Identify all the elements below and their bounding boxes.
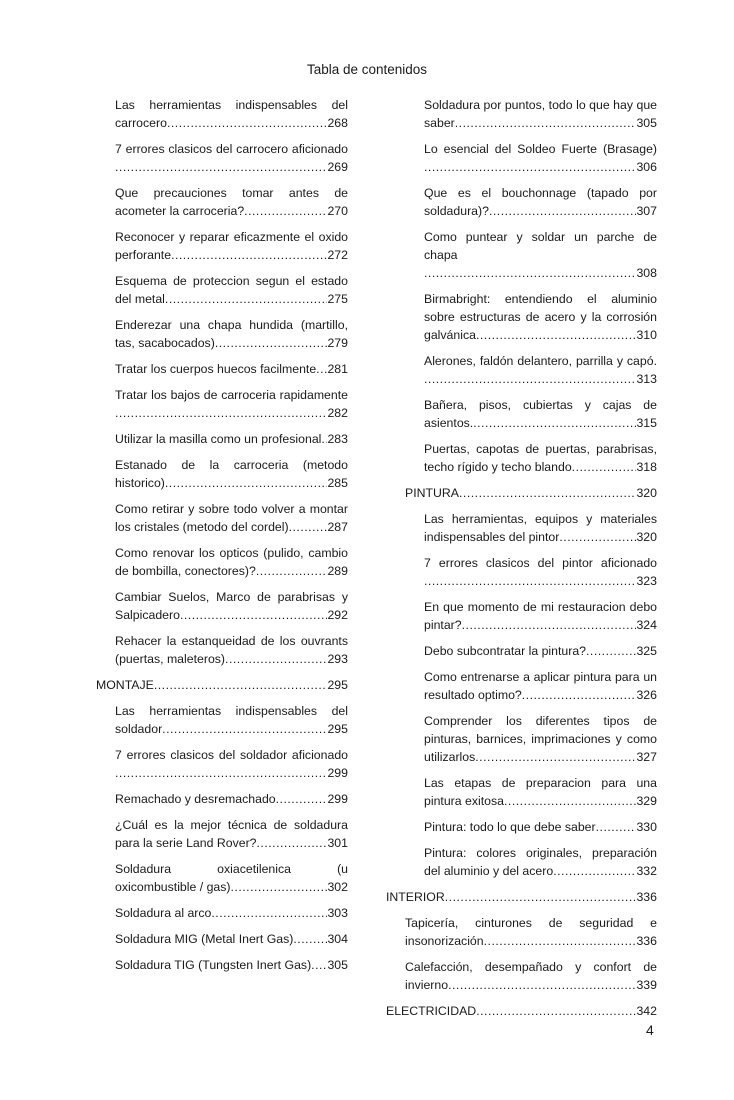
toc-entry[interactable]: [386, 554, 657, 590]
toc-leader-line: [405, 976, 657, 994]
toc-entry[interactable]: [96, 272, 348, 308]
toc-page-number: 329: [636, 794, 657, 808]
toc-page-number: 295: [327, 722, 348, 736]
toc-entry[interactable]: [96, 632, 348, 668]
toc-entry-title-end: oxicombustible / gas): [115, 880, 231, 894]
dot-leader: [445, 888, 637, 906]
toc-entry-title-end: indispensables del pintor: [424, 530, 560, 544]
toc-entry[interactable]: [386, 642, 657, 660]
toc-entry-title-end: soldadura)?: [424, 204, 489, 218]
toc-entry-title-end: MONTAJE: [96, 678, 154, 692]
dot-leader: [165, 290, 328, 308]
toc-entry-title: Esquema de proteccion segun el estado: [115, 274, 348, 288]
dot-leader: [455, 114, 637, 132]
toc-entry-title: Cambiar Suelos, Marco de parabrisas y: [115, 590, 348, 604]
toc-leader-line: [424, 202, 657, 220]
toc-entry[interactable]: [96, 702, 348, 738]
toc-entry-title-end: Remachado y desremachado: [115, 792, 276, 806]
toc-leader-line: [115, 904, 348, 922]
toc-entry-title: Que es el bouchonnage (tapado por: [424, 186, 657, 200]
toc-entry-title-end: saber: [424, 116, 455, 130]
toc-page-number: 292: [327, 608, 348, 622]
dot-leader: [424, 264, 636, 282]
toc-entry[interactable]: [96, 316, 348, 352]
toc-page-number: 332: [636, 864, 657, 878]
toc-entry-title: Enderezar una chapa hundida (martillo,: [115, 318, 348, 332]
toc-page-number: 308: [636, 266, 657, 280]
dot-leader: [154, 676, 328, 694]
toc-leader-line: [424, 748, 657, 766]
dot-leader: [257, 834, 328, 852]
toc-entry-title-end: INTERIOR: [386, 890, 445, 904]
toc-entry-title: Las etapas de preparacion para una: [424, 776, 657, 790]
toc-entry[interactable]: [386, 888, 657, 906]
dot-leader: [165, 474, 328, 492]
toc-page-number: 289: [327, 564, 348, 578]
toc-leader-line: [424, 370, 657, 388]
toc-entry-title-end: acometer la carroceria?: [115, 204, 245, 218]
toc-entry-title-end: Tratar los cuerpos huecos facilmente: [115, 362, 317, 376]
toc-page-number: 320: [636, 530, 657, 544]
toc-page-number: 315: [636, 416, 657, 430]
dot-leader: [522, 686, 637, 704]
toc-entry-title: Alerones, faldón delantero, parrilla y capó.: [424, 354, 657, 368]
toc-entry[interactable]: [96, 904, 348, 922]
toc-page-number: 279: [327, 336, 348, 350]
toc-entry[interactable]: [386, 290, 657, 344]
dot-leader: [484, 932, 637, 950]
toc-entry[interactable]: [96, 96, 348, 132]
toc-entry[interactable]: [96, 816, 348, 852]
toc-entry[interactable]: [96, 228, 348, 264]
dot-leader: [586, 642, 636, 660]
toc-page-number: 326: [636, 688, 657, 702]
toc-leader-line: [115, 878, 348, 896]
toc-leader-line: [115, 334, 348, 352]
toc-entry[interactable]: [386, 484, 657, 502]
toc-page-number: 305: [636, 116, 657, 130]
dot-leader: [476, 326, 637, 344]
dot-leader: [311, 956, 327, 974]
toc-entry-title-end: historico): [115, 476, 165, 490]
toc-entry[interactable]: [386, 774, 657, 810]
toc-entry-title: Lo esencial del Soldeo Fuerte (Brasage): [424, 142, 657, 156]
toc-entry-title-end: pintura exitosa: [424, 794, 504, 808]
toc-leader-line: [405, 932, 657, 950]
toc-page-number: 282: [327, 406, 348, 420]
toc-leader-line: [386, 888, 657, 906]
toc-leader-line: [405, 484, 657, 502]
dot-leader: [215, 334, 328, 352]
toc-entry[interactable]: [96, 386, 348, 422]
toc-entry-title: 7 errores clasicos del carrocero aficionado: [115, 142, 348, 156]
toc-leader-line: [115, 474, 348, 492]
toc-leader-line: [424, 792, 657, 810]
toc-leader-line: [115, 360, 348, 378]
dot-leader: [289, 518, 328, 536]
toc-page-number: 293: [327, 652, 348, 666]
toc-entry-title-end: invierno: [405, 978, 449, 992]
toc-leader-line: [115, 834, 348, 852]
toc-entry-title: sobre estructuras de acero y la corrosión: [424, 310, 657, 324]
toc-entry-title: Estanado de la carroceria (metodo: [115, 458, 348, 472]
toc-entry[interactable]: [96, 184, 348, 220]
toc-entry[interactable]: [386, 510, 657, 546]
toc-entry-title: Soldadura oxiacetilenica (u: [115, 862, 348, 876]
dot-leader: [489, 202, 637, 220]
toc-page-number: 306: [636, 160, 657, 174]
toc-entry-title-end: soldador: [115, 722, 163, 736]
toc-page-number: 325: [636, 644, 657, 658]
toc-entry-title: ¿Cuál es la mejor técnica de soldadura: [115, 818, 348, 832]
toc-entry-title: Reconocer y reparar eficazmente el oxido: [115, 230, 348, 244]
toc-entry[interactable]: [386, 352, 657, 388]
dot-leader: [504, 792, 636, 810]
dot-leader: [475, 748, 636, 766]
toc-entry[interactable]: [386, 228, 657, 282]
toc-entry[interactable]: [386, 712, 657, 766]
toc-page-number: 285: [327, 476, 348, 490]
toc-entry[interactable]: [386, 396, 657, 432]
toc-page-number: 295: [327, 678, 348, 692]
toc-leader-line: [424, 326, 657, 344]
toc-leader-line: [424, 528, 657, 546]
dot-leader: [424, 572, 636, 590]
toc-page-number: 324: [636, 618, 657, 632]
toc-entry[interactable]: [386, 668, 657, 704]
toc-entry[interactable]: [96, 430, 348, 448]
toc-page-number: 323: [636, 574, 657, 588]
dot-leader: [180, 606, 328, 624]
toc-leader-line: [115, 956, 348, 974]
toc-page-number: 275: [327, 292, 348, 306]
toc-leader-line: [115, 290, 348, 308]
toc-entry-title-end: Soldadura MIG (Metal Inert Gas): [115, 932, 294, 946]
dot-leader: [293, 930, 327, 948]
toc-entry-title-end: utilizarlos: [424, 750, 476, 764]
toc-entry-title: Pintura: colores originales, preparación: [424, 846, 657, 860]
toc-entry-title: Puertas, capotas de puertas, parabrisas,: [424, 442, 657, 456]
dot-leader: [276, 790, 328, 808]
dot-leader: [476, 1002, 636, 1020]
toc-entry[interactable]: [386, 184, 657, 220]
toc-column-right: [386, 96, 657, 1028]
toc-entry-title-end: perforante: [115, 248, 172, 262]
toc-entry[interactable]: [386, 140, 657, 176]
toc-entry[interactable]: [386, 914, 657, 950]
dot-leader: [553, 862, 636, 880]
dot-leader: [462, 616, 637, 634]
toc-page-number: 287: [327, 520, 348, 534]
dot-leader: [473, 414, 636, 432]
toc-entry-title-end: (puertas, maleteros): [115, 652, 226, 666]
toc-entry[interactable]: [96, 544, 348, 580]
toc-entry-title-end: techo rígido y techo blando: [424, 460, 572, 474]
dot-leader: [572, 458, 637, 476]
toc-page-number: 299: [327, 766, 348, 780]
toc-entry[interactable]: [96, 746, 348, 782]
toc-entry[interactable]: [386, 598, 657, 634]
toc-entry[interactable]: [386, 844, 657, 880]
dot-leader: [167, 114, 328, 132]
toc-entry-title-end: insonorización: [405, 934, 484, 948]
toc-leader-line: [115, 518, 348, 536]
toc-entry-title-end: para la serie Land Rover?: [115, 836, 257, 850]
toc-entry-title-end: Pintura: todo lo que debe saber: [424, 820, 596, 834]
toc-entry-title: pinturas, barnices, imprimaciones y como: [424, 732, 657, 746]
toc-page-number: 305: [327, 958, 348, 972]
toc-entry-title-end: Debo subcontratar la pintura?: [424, 644, 587, 658]
toc-entry[interactable]: [386, 96, 657, 132]
toc-page-number: 327: [636, 750, 657, 764]
dot-leader: [115, 158, 327, 176]
toc-entry-title: Tapicería, cinturones de seguridad e: [405, 916, 657, 930]
toc-leader-line: [115, 764, 348, 782]
toc-entry-title: Que precauciones tomar antes de: [115, 186, 348, 200]
toc-page-number: 281: [327, 362, 348, 376]
toc-entry[interactable]: [386, 440, 657, 476]
toc-entry[interactable]: [96, 140, 348, 176]
toc-leader-line: [115, 790, 348, 808]
toc-page-number: 313: [636, 372, 657, 386]
toc-leader-line: [115, 720, 348, 738]
dot-leader: [424, 158, 636, 176]
toc-leader-line: [424, 458, 657, 476]
dot-leader: [162, 720, 327, 738]
toc-entry-title-end: pintar?: [424, 618, 462, 632]
toc-leader-line: [424, 158, 657, 176]
toc-entry-title: 7 errores clasicos del pintor aficionado: [424, 556, 657, 570]
toc-page-number: 272: [327, 248, 348, 262]
toc-page-number: 330: [636, 820, 657, 834]
toc-page-number: 304: [327, 932, 348, 946]
toc-page-number: 303: [327, 906, 348, 920]
toc-entry[interactable]: [386, 1002, 657, 1020]
toc-leader-line: [115, 114, 348, 132]
toc-leader-line: [424, 686, 657, 704]
toc-entry[interactable]: [96, 588, 348, 624]
toc-entry-title: Soldadura por puntos, todo lo que hay que: [424, 98, 657, 112]
toc-entry-title-end: Soldadura al arco: [115, 906, 212, 920]
toc-entry-title-end: los cristales (metodo del cordel): [115, 520, 289, 534]
dot-leader: [559, 528, 636, 546]
toc-entry-title-end: resultado optimo?: [424, 688, 522, 702]
toc-leader-line: [115, 404, 348, 422]
dot-leader: [115, 404, 327, 422]
toc-leader-line: [115, 562, 348, 580]
toc-entry-title: Como renovar los opticos (pulido, cambio: [115, 546, 348, 560]
toc-entry-title: Comprender los diferentes tipos de: [424, 714, 657, 728]
toc-entry[interactable]: [96, 930, 348, 948]
toc-page-number: 299: [327, 792, 348, 806]
toc-entry[interactable]: [96, 676, 348, 694]
toc-entry[interactable]: [386, 958, 657, 994]
toc-entry[interactable]: [96, 456, 348, 492]
toc-leader-line: [424, 642, 657, 660]
toc-entry[interactable]: [96, 956, 348, 974]
page-title: Tabla de contenidos: [306, 62, 428, 77]
toc-leader-line: [424, 114, 657, 132]
toc-entry-title-end: Utilizar la masilla como un profesional: [115, 432, 322, 446]
toc-entry-title: Tratar los bajos de carroceria rapidamente: [115, 388, 348, 402]
dot-leader: [211, 904, 327, 922]
toc-entry-title-end: PINTURA: [405, 486, 459, 500]
toc-entry-title-end: tas, sacabocados): [115, 336, 215, 350]
dot-leader: [225, 650, 327, 668]
toc-page-number: 270: [327, 204, 348, 218]
toc-entry-title-end: Salpicadero: [115, 608, 180, 622]
toc-entry-title: Birmabright: entendiendo el aluminio: [424, 292, 657, 306]
toc-entry-title: Como entrenarse a aplicar pintura para un: [424, 670, 657, 684]
toc-entry-title-end: carrocero: [115, 116, 167, 130]
toc-entry-title-end: Soldadura TIG (Tungsten Inert Gas): [115, 958, 312, 972]
toc-entry[interactable]: [96, 500, 348, 536]
toc-leader-line: [115, 430, 348, 448]
toc-entry[interactable]: [386, 818, 657, 836]
toc-entry-title-end: galvánica: [424, 328, 476, 342]
toc-entry-title: Rehacer la estanqueidad de los ouvrants: [115, 634, 348, 648]
toc-leader-line: [115, 930, 348, 948]
toc-page-number: 339: [636, 978, 657, 992]
dot-leader: [316, 360, 327, 378]
toc-entry[interactable]: [96, 360, 348, 378]
toc-entry[interactable]: [96, 860, 348, 896]
toc-leader-line: [115, 606, 348, 624]
toc-leader-line: [424, 264, 657, 282]
toc-leader-line: [424, 572, 657, 590]
dot-leader: [115, 764, 327, 782]
toc-entry-title: Bañera, pisos, cubiertas y cajas de: [424, 398, 657, 412]
toc-entry-title: Las herramientas indispensables del: [115, 98, 348, 112]
toc-entry-title-end: asientos.: [424, 416, 474, 430]
toc-leader-line: [115, 246, 348, 264]
toc-page-number: 301: [327, 836, 348, 850]
toc-leader-line: [115, 202, 348, 220]
toc-leader-line: [115, 158, 348, 176]
toc-entry-title: Calefacción, desempañado y confort de: [405, 960, 657, 974]
toc-page-number: 320: [636, 486, 657, 500]
toc-page-number: 336: [636, 890, 657, 904]
dot-leader: [231, 878, 328, 896]
toc-page-number: 318: [636, 460, 657, 474]
toc-entry-title: En que momento de mi restauracion debo: [424, 600, 657, 614]
toc-leader-line: [424, 862, 657, 880]
toc-page-number: 269: [327, 160, 348, 174]
toc-leader-line: [424, 818, 657, 836]
toc-entry-title-end: de bombilla, conectores)?: [115, 564, 256, 578]
toc-page-number: 268: [327, 116, 348, 130]
toc-entry-title-end: del metal: [115, 292, 165, 306]
dot-leader: [244, 202, 327, 220]
toc-entry[interactable]: [96, 790, 348, 808]
toc-entry-title-end: del aluminio y del acero: [424, 864, 554, 878]
page-number: 4: [646, 1022, 654, 1038]
toc-page-number: 302: [327, 880, 348, 894]
toc-entry-title: Como puntear y soldar un parche de chapa: [424, 230, 657, 262]
dot-leader: [424, 370, 636, 388]
toc-leader-line: [424, 616, 657, 634]
toc-entry-title: Como retirar y sobre todo volver a montar: [115, 502, 348, 516]
dot-leader: [448, 976, 636, 994]
toc-leader-line: [96, 676, 348, 694]
toc-page-number: 336: [636, 934, 657, 948]
toc-page-number: 342: [636, 1004, 657, 1018]
toc-entry-title: Las herramientas, equipos y materiales: [424, 512, 657, 526]
toc-page-number: 283: [327, 432, 348, 446]
toc-entry-title-end: ELECTRICIDAD: [386, 1004, 477, 1018]
dot-leader: [459, 484, 636, 502]
toc-leader-line: [424, 414, 657, 432]
toc-leader-line: [115, 650, 348, 668]
dot-leader: [596, 818, 637, 836]
toc-page-number: 310: [636, 328, 657, 342]
toc-page-number: 307: [636, 204, 657, 218]
toc-entry-title: 7 errores clasicos del soldador aficionado: [115, 748, 348, 762]
toc-entry-title: Las herramientas indispensables del: [115, 704, 348, 718]
dot-leader: [171, 246, 327, 264]
toc-leader-line: [386, 1002, 657, 1020]
dot-leader: [256, 562, 328, 580]
toc-column-left: [96, 96, 348, 982]
